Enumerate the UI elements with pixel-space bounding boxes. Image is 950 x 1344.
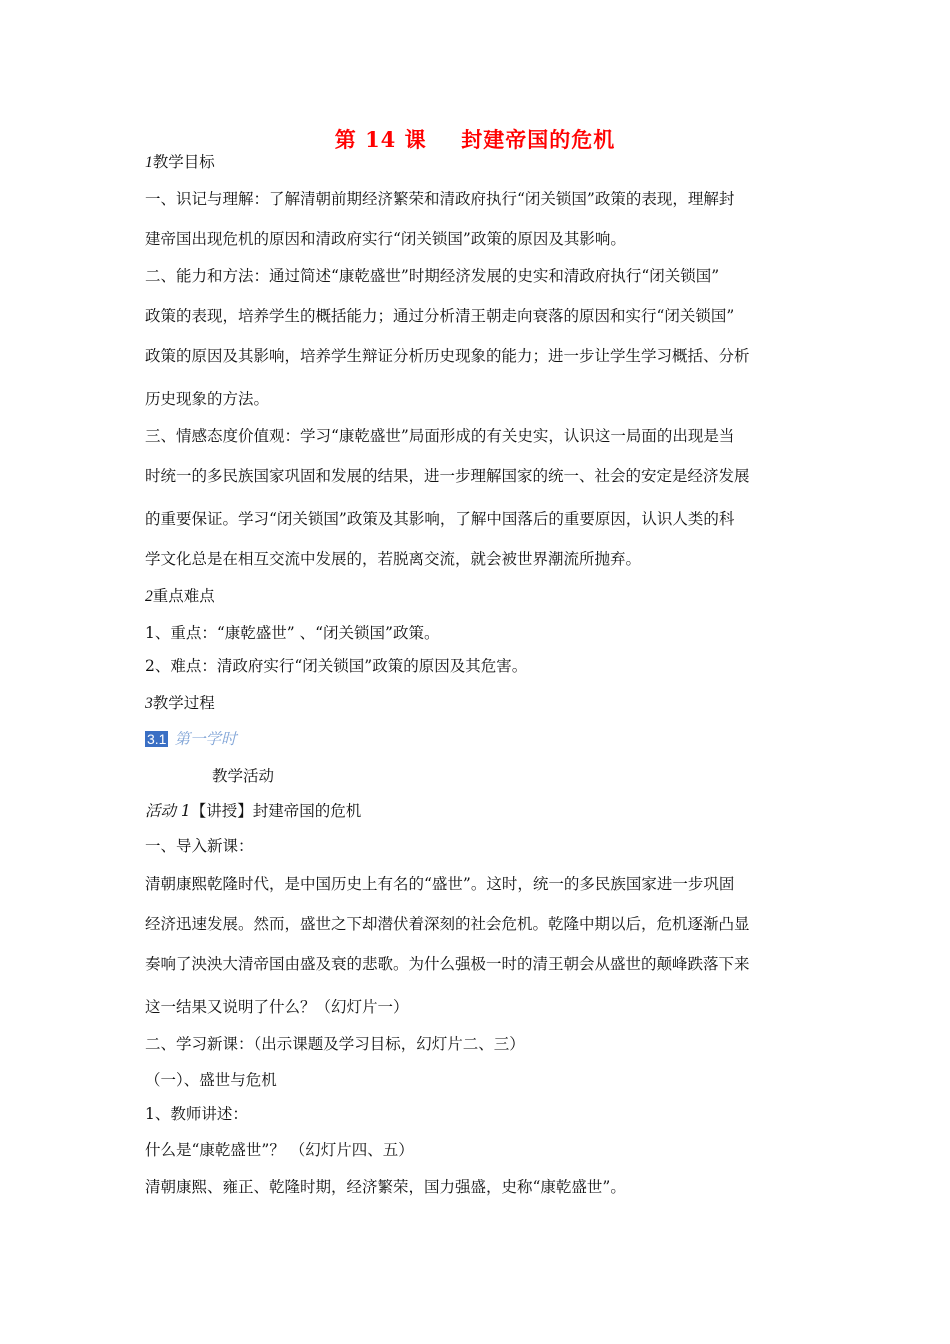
activity-label: 【讲授】封建帝国的危机 — [190, 802, 362, 820]
subsection-label: 第一学时 — [174, 730, 237, 748]
subsection-heading — [145, 729, 236, 749]
body-line: 一、导入新课： — [145, 837, 254, 855]
activity-prefix: 活动 1 — [145, 802, 191, 820]
body-line: 奏响了泱泱大清帝国由盛及衰的悲歌。为什么强极一时的清王朝会从盛世的颠峰跌落下来 — [145, 955, 750, 973]
subsection-number: 3.1 — [147, 731, 167, 747]
section-label: 教学过程 — [152, 694, 215, 712]
goal-line: 二、能力和方法：通过简述“康乾盛世”时期经济发展的史实和清政府执行“闭关锁国” — [145, 267, 720, 285]
goal-line: 时统一的多民族国家巩固和发展的结果，进一步理解国家的统一、社会的安定是经济发展 — [145, 467, 750, 485]
section-label: 重点难点 — [152, 587, 215, 605]
body-line: 二、学习新课：（出示课题及学习目标，幻灯片二、三） — [145, 1035, 525, 1053]
title-suffix: 课 — [404, 127, 427, 152]
section-heading-objectives — [145, 152, 215, 173]
page-title — [0, 124, 950, 154]
goal-line: 建帝国出现危机的原因和清政府实行“闭关锁国”政策的原因及其影响。 — [145, 230, 626, 248]
goal-line: 政策的原因及其影响，培养学生辩证分析历史现象的能力；进一步让学生学习概括、分析 — [145, 347, 750, 365]
goal-line: 三、情感态度价值观：学习“康乾盛世”局面形成的有关史实，认识这一局面的出现是当 — [145, 427, 735, 445]
body-line: 清朝康熙、雍正、乾隆时期，经济繁荣，国力强盛，史称“康乾盛世”。 — [145, 1178, 626, 1196]
body-line: 1、教师讲述： — [145, 1105, 248, 1123]
section-number: 3 — [145, 695, 153, 712]
activity-title — [145, 801, 361, 821]
keypoint-line: 2、难点：清政府实行“闭关锁国”政策的原因及其危害。 — [145, 657, 528, 675]
goal-line: 一、识记与理解：了解清朝前期经济繁荣和清政府执行“闭关锁国”政策的表现，理解封 — [145, 190, 735, 208]
section-number: 2 — [145, 588, 153, 605]
body-line: 什么是“康乾盛世”？ （幻灯片四、五） — [145, 1141, 414, 1159]
section-number: 1 — [145, 154, 153, 171]
title-text: 封建帝国的危机 — [461, 127, 616, 152]
keypoint-line: 1、重点：“康乾盛世” 、“闭关锁国”政策。 — [145, 624, 440, 642]
body-line: 经济迅速发展。然而，盛世之下却潜伏着深刻的社会危机。乾隆中期以后，危机逐渐凸显 — [145, 915, 750, 933]
goal-line: 历史现象的方法。 — [145, 390, 270, 408]
section-heading-keypoints — [145, 586, 215, 607]
goal-line: 学文化总是在相互交流中发展的，若脱离交流，就会被世界潮流所抛弃。 — [145, 550, 642, 568]
title-lesson-number: 14 — [365, 127, 397, 152]
section-label: 教学目标 — [152, 153, 215, 171]
section-heading-process — [145, 693, 215, 714]
body-line: 这一结果又说明了什么？（幻灯片一） — [145, 998, 409, 1016]
title-prefix: 第 — [334, 127, 357, 152]
goal-line: 的重要保证。学习“闭关锁国”政策及其影响，了解中国落后的重要原因，认识人类的科 — [145, 510, 735, 528]
body-line: （一）、盛世与危机 — [145, 1071, 277, 1089]
goal-line: 政策的表现，培养学生的概括能力；通过分析清王朝走向衰落的原因和实行“闭关锁国” — [145, 307, 735, 325]
body-line: 清朝康熙乾隆时代，是中国历史上有名的“盛世”。这时，统一的多民族国家进一步巩固 — [145, 875, 735, 893]
activity-heading: 教学活动 — [212, 767, 275, 785]
